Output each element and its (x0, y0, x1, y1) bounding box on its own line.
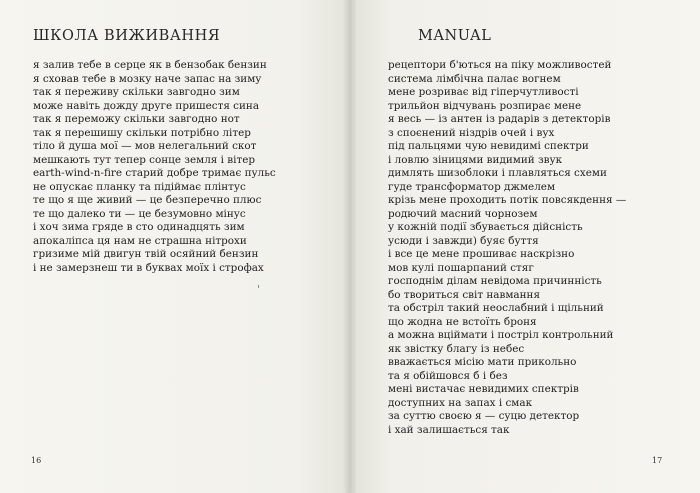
poem-line: і хоч зима гряде в сто одинадцять зим (33, 221, 245, 233)
right-page-title: MANUAL (418, 28, 492, 44)
poem-line: не опускає планку та підіймає плінтус (33, 180, 246, 193)
poem-line: гуде трансформатор джмелем (388, 180, 556, 193)
left-page-number: 16 (31, 456, 42, 465)
poem-line: доступних на запах і смак (388, 396, 533, 409)
poem-line: що жодна не встоїть броня (388, 315, 537, 328)
poem-line: родючий масний чорнозем (388, 207, 538, 220)
poem-line: мені вистачає невидимих спектрів (388, 383, 579, 395)
poem-line: так я перешишу скільки потрібно літер (33, 126, 251, 139)
poem-line: а можна вціймати і постріл контрольний (388, 329, 614, 341)
paper-speck (258, 285, 259, 288)
book-gutter-shadow (343, 0, 357, 493)
poem-line: мене розриває від гіперчутливості (388, 86, 579, 98)
poem-line: тіло й душа мої — мов нелегальний скот (33, 140, 257, 152)
poem-line: мешкають тут тепер сонце земля і вітер (33, 153, 256, 166)
poem-line: димлять шизоблоки і плавляться схеми (388, 167, 607, 179)
poem-line: так я переможу скільки завгодно нот (33, 113, 240, 125)
right-page (350, 0, 700, 493)
right-poem (388, 59, 688, 437)
poem-line: та я обійшовся б і без (388, 369, 508, 382)
poem-line: те що далеко ти — це безумовно мінус (33, 207, 246, 220)
poem-line: під пальцями чую невидимі спектри (388, 140, 589, 152)
poem-line: те що я ще живий — це безперечно плюс (33, 194, 262, 206)
poem-line: бо твориться світ навмання (388, 288, 541, 301)
poem-line: earth-wind-n-fire старий добре тримає пульс (33, 167, 276, 179)
poem-line: мов кулі пошарпаний стяг (388, 261, 534, 274)
poem-line: як звістку благу із небес (388, 342, 525, 355)
poem-line: я сховав тебе в мозку наче запас на зиму (33, 72, 262, 85)
poem-line: так я переживу скільки завгодно зим (33, 86, 240, 98)
poem-line: за суттю своєю я — суцю детектор (388, 410, 580, 422)
right-page-number: 17 (652, 456, 663, 465)
poem-line: крізь мене проходить потік повсякдення — (388, 194, 627, 206)
poem-line: з споєнений ніздрів очей і вух (388, 126, 555, 139)
left-page-title: ШКОЛА ВИЖИВАННЯ (33, 28, 221, 44)
poem-line: я залив тебе в серце як в бензобак бензин (33, 59, 267, 71)
poem-line: я весь — із антен із радарів з детекторів (388, 113, 611, 125)
poem-line: і все це мене прошиває наскрізно (388, 248, 575, 260)
poem-line: і не замерзнеш ти в букваx моїх і строфах (33, 261, 264, 274)
poem-line: вважається місію мати прикольно (388, 356, 577, 368)
poem-line: і хай залишається так (388, 423, 510, 436)
poem-line: усюди і завжди) буяє буття (388, 234, 539, 247)
left-poem (33, 59, 333, 275)
poem-line: у кожній події збувається дійсність (388, 221, 583, 233)
poem-line: та обстріл такий неослабний і щільний (388, 302, 604, 314)
poem-line: може навіть дожду друге пришестя сина (33, 99, 260, 112)
poem-line: гризиме мій двигун твій осяйний бензин (33, 248, 259, 260)
poem-line: господнім ділам невідома причинність (388, 275, 602, 287)
poem-line: апокаліпса ця нам не страшна нітрохи (33, 234, 247, 247)
poem-line: і ловлю зіницями видимий звук (388, 153, 563, 166)
poem-line: система лімбічна палає вогнем (388, 72, 561, 85)
poem-line: рецептори б'ються на піку можливостей (388, 59, 612, 71)
poem-line: трильйон відчувань розпирає мене (388, 99, 582, 112)
